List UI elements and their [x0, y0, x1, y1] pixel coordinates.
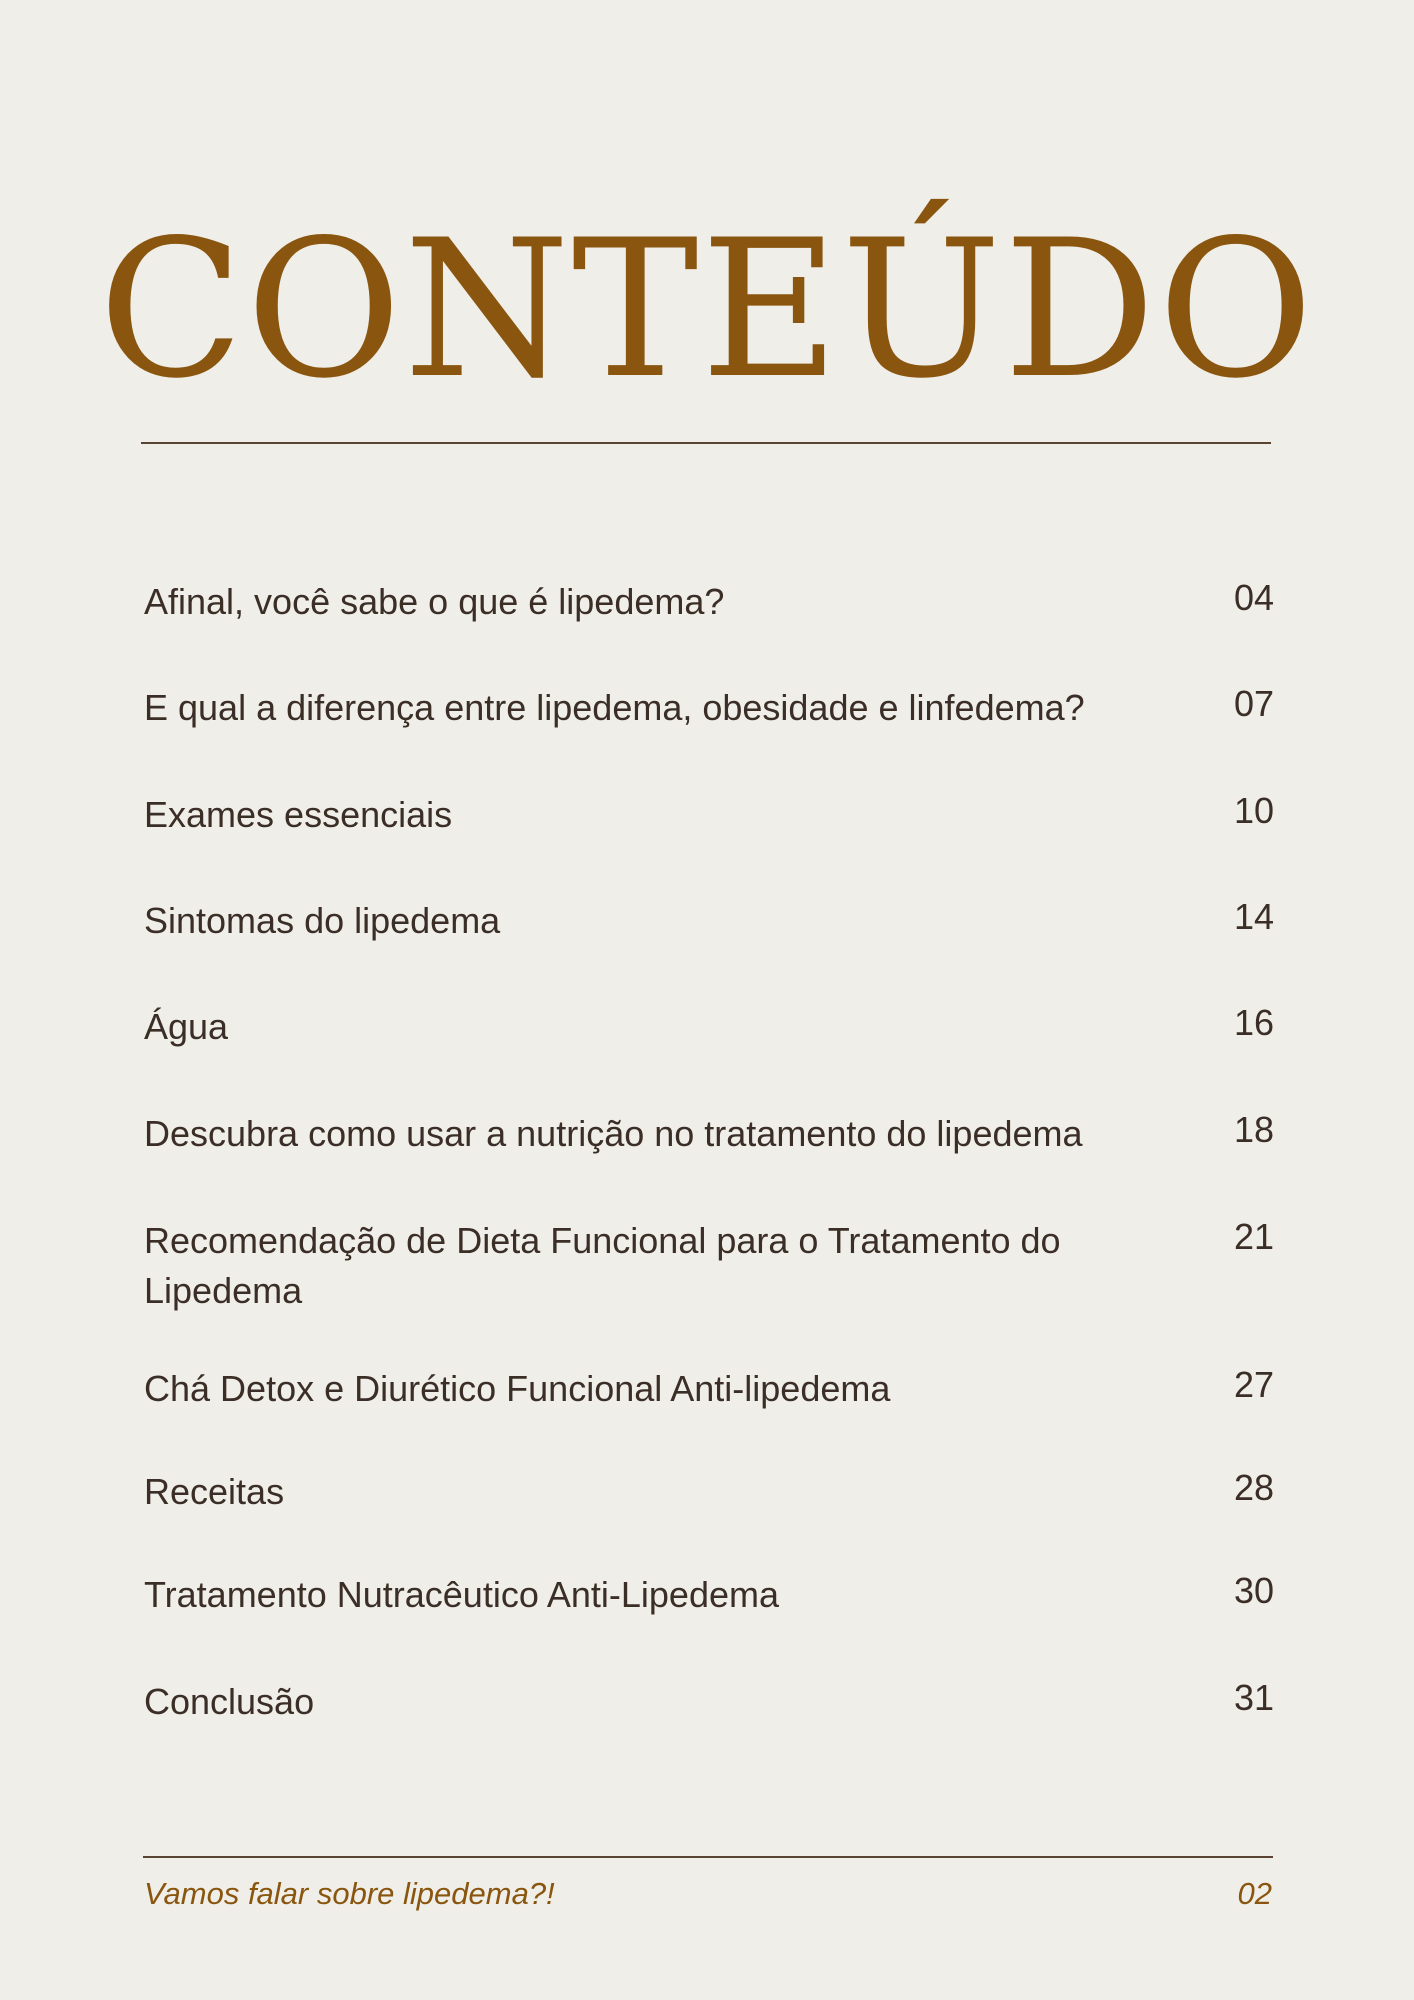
footer-divider — [143, 1856, 1273, 1858]
toc-entry-title: Descubra como usar a nutrição no tratamento do lipedema — [144, 1113, 1083, 1154]
toc-entry-title: Recomendação de Dieta Funcional para o Tratamento do Lipedema — [144, 1220, 1061, 1311]
toc-entry-page: 28 — [1233, 1467, 1274, 1508]
toc-entry-title: Sintomas do lipedema — [144, 900, 501, 941]
toc-entry-title: Tratamento Nutracêutico Anti-Lipedema — [144, 1574, 779, 1615]
footer-page-number: 02 — [1237, 1876, 1272, 1911]
toc-entry-title: Água — [144, 1006, 229, 1047]
toc-entry-title: Afinal, você sabe o que é lipedema? — [144, 581, 725, 622]
toc-entry-page: 31 — [1233, 1677, 1274, 1718]
toc-entry-title: E qual a diferença entre lipedema, obesidade e linfedema? — [144, 687, 1085, 728]
toc-entry-page: 14 — [1233, 896, 1274, 937]
toc-entry-page: 07 — [1233, 683, 1274, 724]
page-title: CONTEÚDO — [98, 199, 1316, 420]
toc-entry-page: 30 — [1233, 1570, 1274, 1611]
toc-entry-page: 16 — [1233, 1002, 1274, 1043]
toc-entry-page: 18 — [1233, 1109, 1274, 1150]
toc-entry-page: 04 — [1233, 577, 1274, 618]
footer-text: Vamos falar sobre lipedema?! — [144, 1876, 555, 1911]
toc-entry-page: 10 — [1233, 790, 1274, 831]
toc-entry-title: Chá Detox e Diurético Funcional Anti-lipedema — [144, 1368, 891, 1409]
toc-entry-page: 27 — [1233, 1364, 1274, 1405]
toc-entry-title: Conclusão — [144, 1681, 315, 1722]
toc-entry-title: Receitas — [144, 1471, 285, 1512]
toc-entry-page: 21 — [1233, 1216, 1274, 1257]
toc-entry-title: Exames essenciais — [144, 794, 453, 835]
